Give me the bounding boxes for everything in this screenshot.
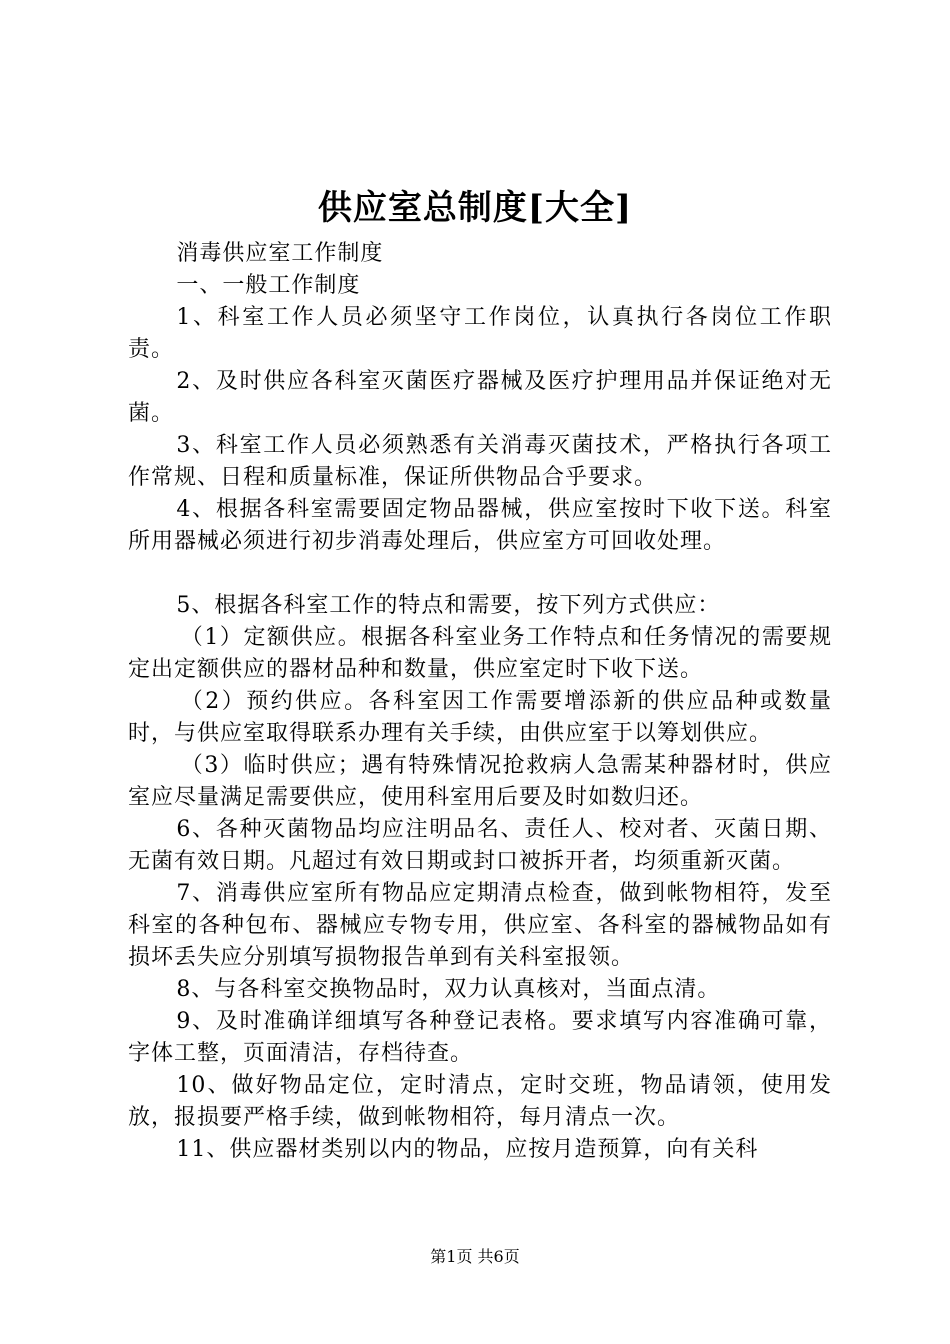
paragraph: （2）预约供应。各科室因工作需要增添新的供应品种或数量时，与供应室取得联系办理有关手续，由供应室于以筹划供应。	[128, 689, 832, 746]
paragraph: 10、做好物品定位，定时清点，定时交班，物品请领，使用发放，报损要严格手续，做到帐物相符，每月清点一次。	[128, 1073, 832, 1130]
document-title: 供应室总制度[大全]	[317, 188, 633, 228]
paragraph: 3、科室工作人员必须熟悉有关消毒灭菌技术，严格执行各项工作常规、日程和质量标准，保证所供物品合乎要求。	[128, 433, 832, 490]
page-footer: 第1页 共6页	[430, 1247, 520, 1266]
paragraph: 消毒供应室工作制度	[176, 241, 384, 266]
paragraph: 7、消毒供应室所有物品应定期清点检查，做到帐物相符，发至科室的各种包布、器械应专物专用，供应室、各科室的器械物品如有损坏丢失应分别填写损物报告单到有关科室报领。	[128, 881, 832, 970]
paragraph: 6、各种灭菌物品均应注明品名、责任人、校对者、灭菌日期、无菌有效日期。凡超过有效日期或封口被拆开者，均须重新灭菌。	[128, 817, 832, 874]
paragraph: 8、与各科室交换物品时，双力认真核对，当面点清。	[176, 977, 721, 1002]
paragraph: （1）定额供应。根据各科室业务工作特点和任务情况的需要规定出定额供应的器材品种和数量，供应室定时下收下送。	[128, 625, 832, 682]
paragraph: 11、供应器材类别以内的物品，应按月造预算，向有关科	[176, 1137, 759, 1162]
paragraph: 9、及时准确详细填写各种登记表格。要求填写内容准确可靠，字体工整，页面清洁，存档待查。	[128, 1009, 832, 1066]
paragraph: 一、一般工作制度	[176, 273, 361, 298]
paragraph: （3）临时供应；遇有特殊情况抢救病人急需某种器材时，供应室应尽量满足需要供应，使用科室用后要及时如数归还。	[128, 753, 832, 810]
paragraph: 4、根据各科室需要固定物品器械，供应室按时下收下送。科室所用器械必须进行初步消毒处理后，供应室方可回收处理。	[128, 497, 832, 554]
paragraph: 2、及时供应各科室灭菌医疗器械及医疗护理用品并保证绝对无菌。	[128, 369, 832, 426]
paragraph: 1、科室工作人员必须坚守工作岗位，认真执行各岗位工作职责。	[128, 305, 832, 362]
document-body	[128, 238, 832, 1166]
paragraph: 5、根据各科室工作的特点和需要，按下列方式供应：	[176, 593, 721, 618]
